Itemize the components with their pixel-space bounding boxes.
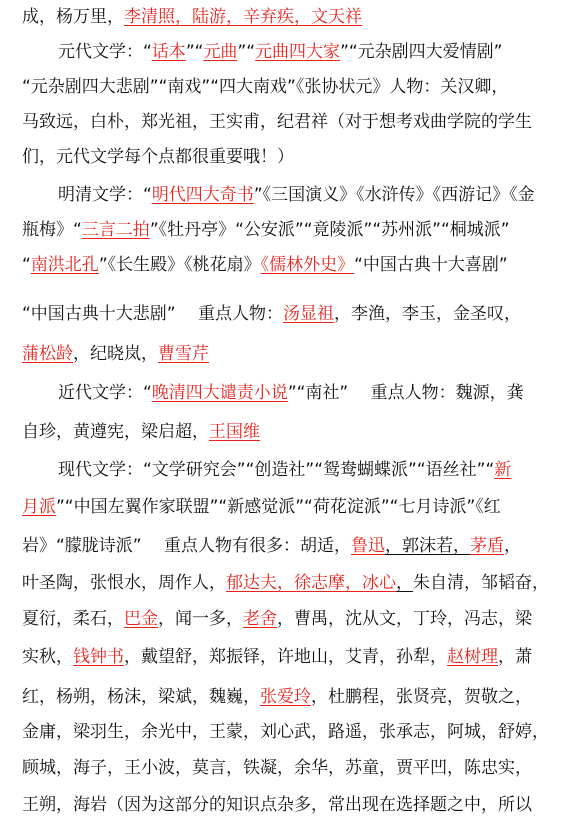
text-run: ”“南社” 重点人物：魏源，龚: [287, 383, 524, 403]
highlighted-term: 赵树理: [447, 647, 498, 667]
text-line: [22, 2, 362, 32]
highlighted-term: 钱钟书: [73, 647, 124, 667]
text-run: 瓶梅》“: [22, 220, 82, 240]
text-run: ，纪晓岚，: [73, 344, 158, 364]
text-line: [22, 72, 508, 102]
text-run: 马致远，白朴，郑光祖，王实甫，纪君祥（对于想考戏曲学院的学生: [22, 112, 532, 132]
text-line: [22, 753, 532, 783]
text-line: [22, 417, 260, 447]
highlighted-term: 张爱玲: [260, 687, 311, 707]
text-run: ”“中国左翼作家联盟”“新感觉派”“荷花淀派”“七月诗派”《红: [56, 497, 501, 517]
text-line: [22, 339, 209, 369]
text-run: 明清文学：“: [58, 185, 152, 205]
text-run: ，萧: [498, 647, 532, 667]
highlighted-term: 三言二拍: [81, 220, 150, 240]
text-line: [22, 790, 532, 820]
text-run: 朱自清，邹韬奋，: [413, 573, 549, 593]
text-run: ”“: [185, 42, 204, 62]
paragraph-contemporary-literature: [58, 455, 511, 485]
highlighted-term: 元曲: [203, 42, 238, 62]
highlighted-term: 鲁迅: [351, 536, 386, 556]
highlighted-term: 话本: [151, 42, 186, 62]
highlighted-term: 蒲松龄: [22, 344, 73, 364]
text-run: ”《三国演义》《水浒传》《西游记》《金: [253, 185, 535, 205]
text-run: 们，元代文学每个点都很重要哦！）: [22, 147, 294, 167]
highlighted-term: 明代四大奇书: [151, 185, 254, 205]
text-line: [22, 215, 510, 245]
text-run: 成，杨万里，: [22, 7, 124, 27]
text-run: “中国古典十大悲剧” 重点人物：: [22, 304, 284, 324]
text-run: 夏衍，柔石，: [22, 609, 124, 629]
text-run: ，杜鹏程，张贤亮，贺敬之，: [311, 687, 532, 707]
highlighted-term: 南洪北孔: [30, 255, 99, 275]
text-line: [22, 142, 294, 172]
highlighted-term: 茅盾: [470, 536, 505, 556]
text-run: ，: [396, 573, 413, 593]
text-run: 近代文学：“: [58, 383, 152, 403]
text-run: ”《牡丹亭》“公安派”“竟陵派”“苏州派”“桐城派”: [149, 220, 510, 240]
text-line: [22, 568, 549, 598]
text-run: 金庸，梁羽生，余光中，王蒙，刘心武，路遥，张承志，阿城，舒婷，: [22, 722, 549, 742]
text-run: “元杂剧四大悲剧”“南戏”“四大南戏”《张协状元》人物：关汉卿，: [22, 77, 509, 97]
highlighted-term: 郁达夫，徐志摩，冰心: [226, 573, 396, 593]
text-run: 王朔，海岩（因为这部分的知识点杂多，常出现在选择题之中，所以: [22, 795, 532, 815]
highlighted-term: 《儒林外史》: [260, 255, 355, 275]
paragraph-ming-qing-literature: [58, 180, 535, 210]
text-line: [22, 492, 501, 522]
paragraph-modern-late-qing-literature: [58, 378, 524, 408]
text-line: [22, 107, 532, 137]
text-run: “: [22, 255, 31, 275]
highlighted-term: 巴金: [124, 609, 158, 629]
text-run: “中国古典十大喜剧”: [354, 255, 508, 275]
text-run: ，李渔，李玉，金圣叹，: [334, 304, 522, 324]
text-line: [22, 250, 508, 280]
text-run: “: [143, 42, 152, 62]
highlighted-term: 汤显祖: [283, 304, 335, 324]
text-run: 红，杨朔，杨沫，梁斌，魏巍，: [22, 687, 260, 707]
text-run: 现代文学：“文学研究会”“创造社”“鸳鸯蝴蝶派”“语丝社”“: [58, 460, 495, 480]
paragraph-yuan-literature: [58, 37, 502, 67]
highlighted-term: 元曲四大家: [255, 42, 341, 62]
text-line: [22, 604, 532, 634]
highlighted-term: 月派: [22, 497, 56, 517]
text-run: ，曹禺，沈从文，丁玲，冯志，梁: [277, 609, 532, 629]
text-run: ，: [504, 536, 522, 556]
highlighted-term: 新: [494, 460, 512, 480]
text-line: [22, 682, 532, 712]
text-run: ”《长生殿》《桃花扇》: [98, 255, 261, 275]
text-run: 实秋，: [22, 647, 73, 667]
text-run: 顾城，海子，王小波，莫言，铁凝，余华，苏童，贾平凹，陈忠实，: [22, 758, 532, 778]
text-run: ，戴望舒，郑振铎，许地山，艾青，孙犁，: [124, 647, 447, 667]
highlighted-term: 王国维: [209, 422, 260, 442]
text-line: [22, 642, 532, 672]
text-run: 岩》“朦胧诗派” 重点人物有很多：胡适，: [22, 536, 352, 556]
highlighted-term: 晚清四大谴责小说: [151, 383, 288, 403]
highlighted-term: 李清照，陆游，辛弃疾，文天祥: [124, 7, 362, 27]
text-line: [22, 299, 521, 329]
text-line: [22, 531, 521, 561]
text-line: [22, 717, 549, 747]
text-run: 元代文学：: [58, 42, 143, 62]
text-run: 自珍，黄遵宪，梁启超，: [22, 422, 209, 442]
highlighted-term: 老舍: [243, 609, 277, 629]
text-run: ”“元杂剧四大爱情剧”: [340, 42, 503, 62]
highlighted-term: 曹雪芹: [158, 344, 209, 364]
text-run: ，闻一多，: [158, 609, 243, 629]
text-run: ，郭沫若，: [385, 536, 471, 556]
text-run: 叶圣陶，张恨水，周作人，: [22, 573, 226, 593]
text-run: ”“: [237, 42, 256, 62]
